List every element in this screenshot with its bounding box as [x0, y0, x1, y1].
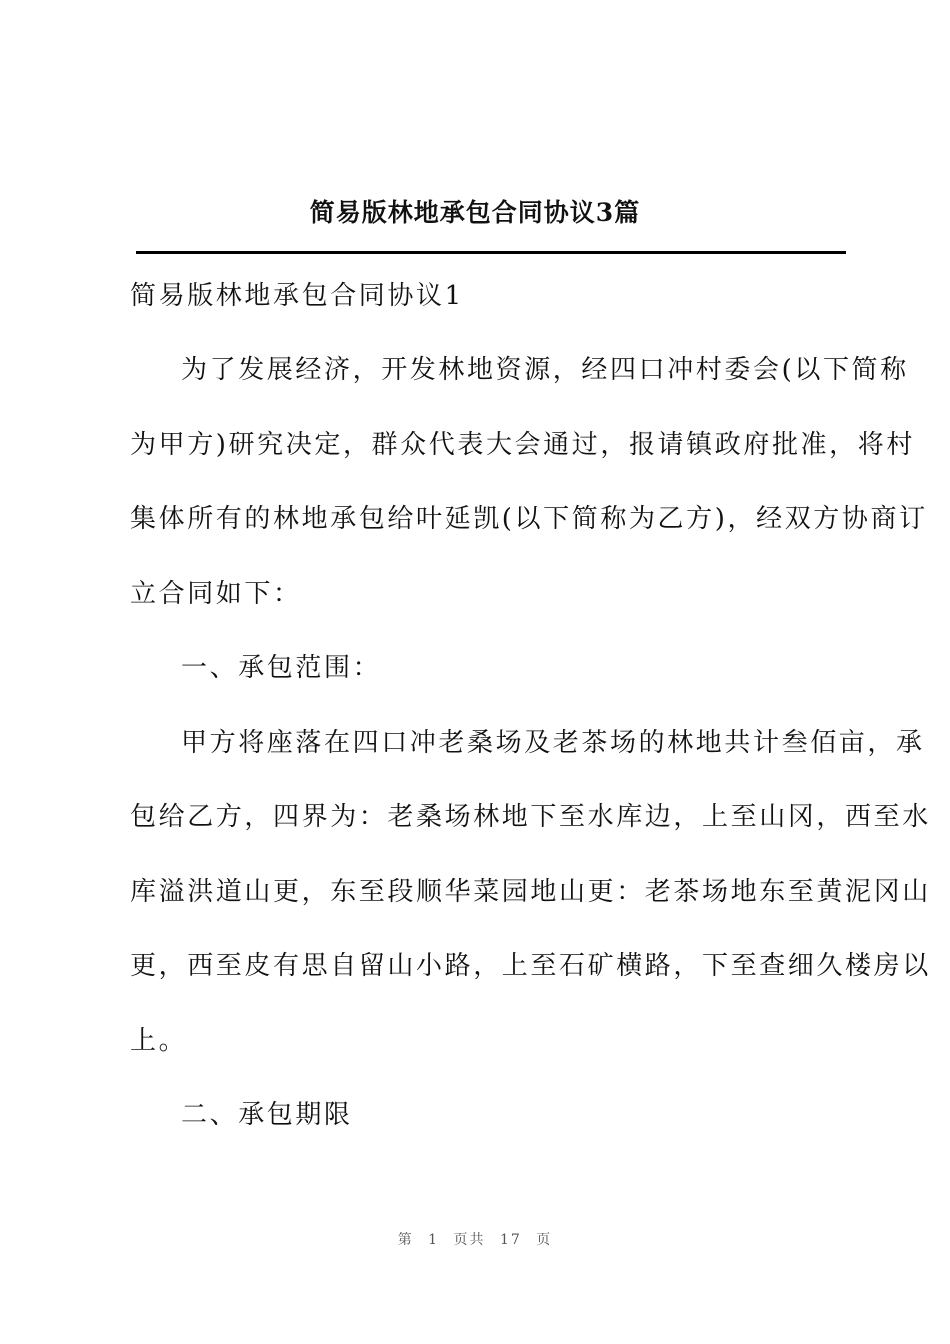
footer-current-page: 1 — [428, 1232, 440, 1248]
footer-suffix: 页 — [536, 1232, 553, 1248]
footer-total-pages: 17 — [500, 1232, 522, 1248]
paragraph-line: 上。 — [130, 1026, 188, 1056]
section-heading: 简易版林地承包合同协议1 — [130, 281, 464, 311]
clause-heading: 一、承包范围： — [181, 653, 382, 683]
paragraph-line: 集体所有的林地承包给叶延凯(以下简称为乙方)，经双方协商订 — [130, 504, 928, 534]
title-divider — [136, 251, 846, 254]
document-title: 简易版林地承包合同协议3篇 — [309, 198, 641, 227]
paragraph-line: 甲方将座落在四口冲老桑场及老茶场的林地共计叁佰亩，承 — [181, 728, 925, 758]
paragraph-line: 立合同如下： — [130, 579, 302, 609]
paragraph-line: 为了发展经济，开发林地资源，经四口冲村委会(以下简称 — [181, 355, 909, 385]
footer-prefix: 第 — [397, 1232, 414, 1248]
paragraph-line: 包给乙方，四界为：老桑场林地下至水库边，上至山冈，西至水 — [130, 802, 931, 832]
paragraph-line: 库溢洪道山更，东至段顺华菜园地山更：老茶场地东至黄泥冈山 — [130, 877, 931, 907]
clause-heading: 二、承包期限 — [181, 1100, 353, 1130]
paragraph-line: 更，西至皮有思自留山小路，上至石矿横路，下至查细久楼房以 — [130, 951, 931, 981]
footer-middle: 页共 — [453, 1232, 486, 1248]
page-footer — [0, 1228, 950, 1252]
paragraph-line: 为甲方)研究决定，群众代表大会通过，报请镇政府批准，将村 — [130, 430, 915, 460]
